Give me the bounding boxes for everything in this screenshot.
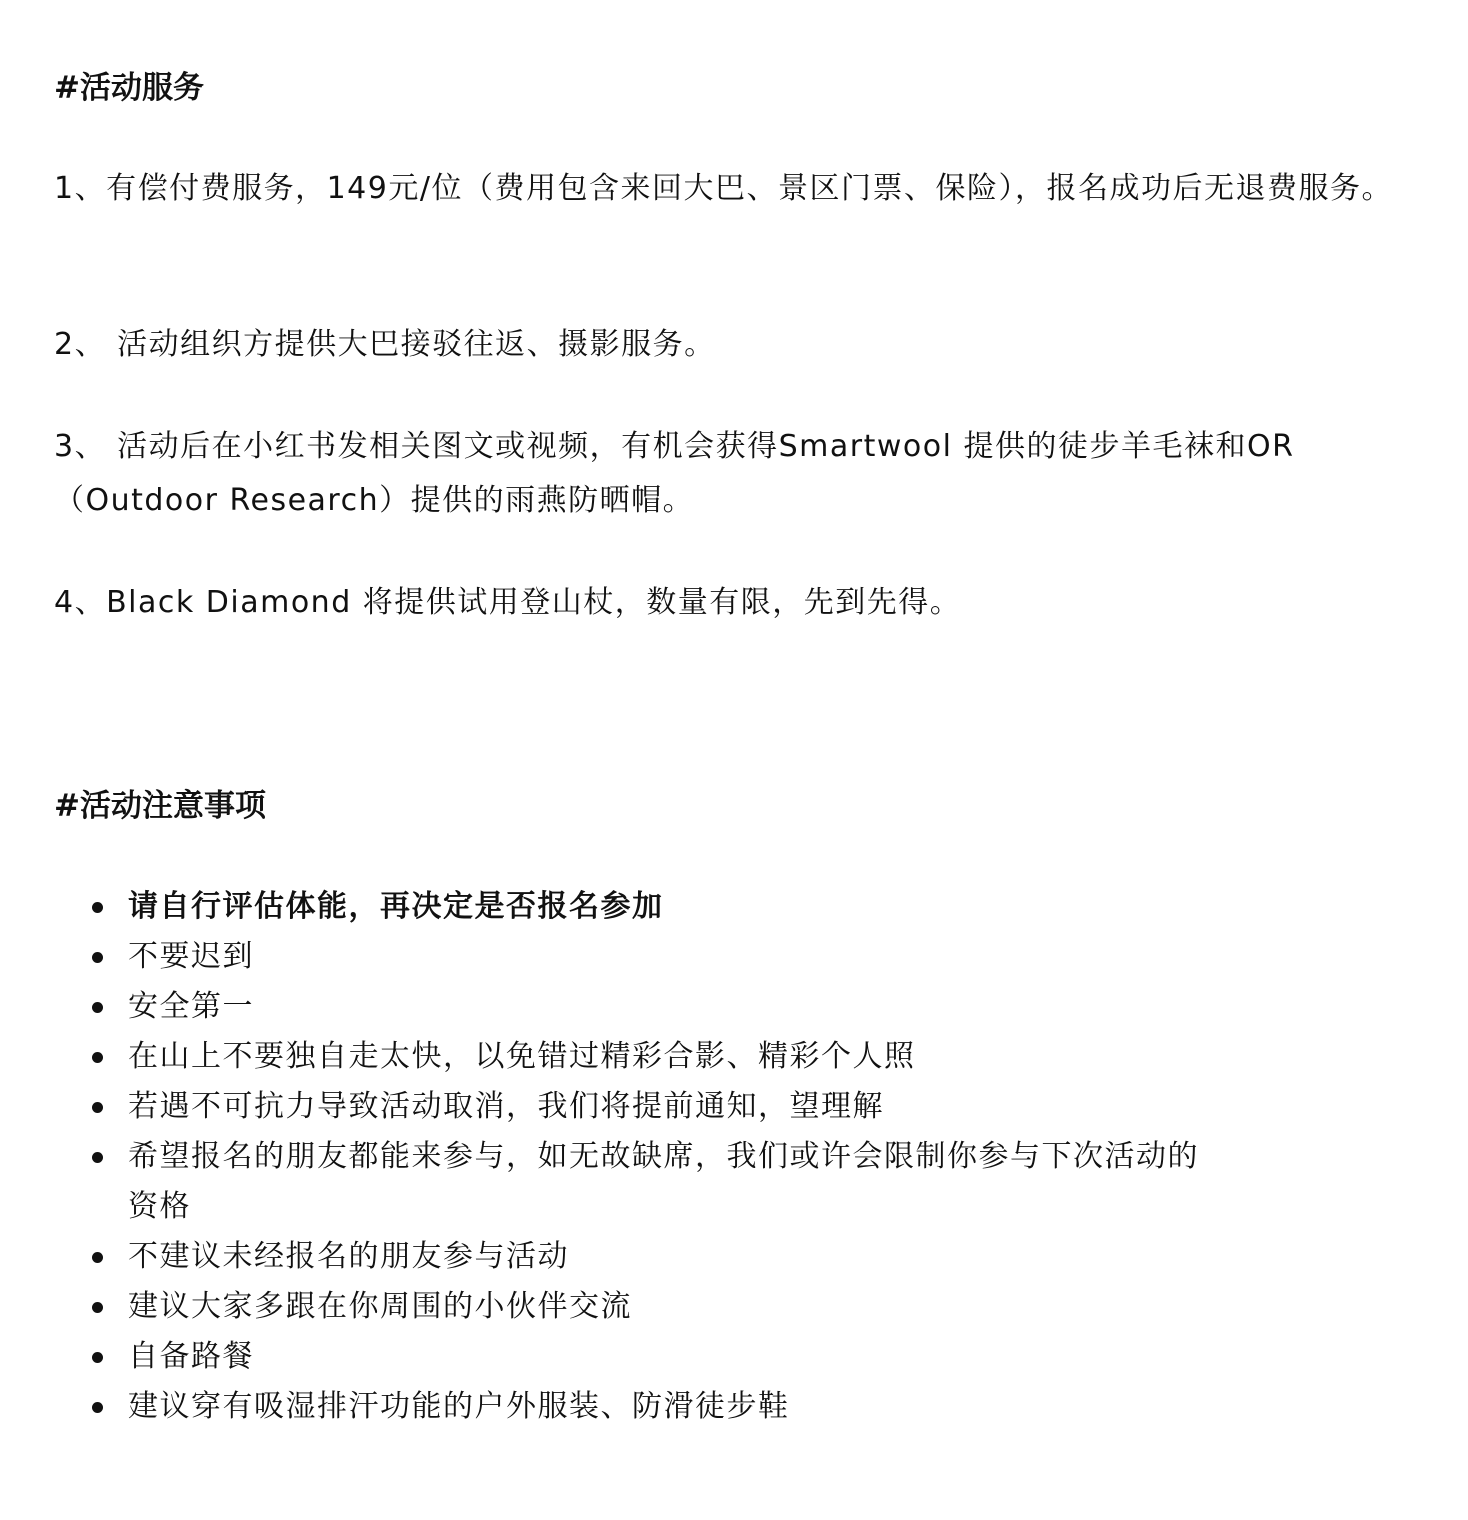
list-item-text: 建议大家多跟在你周围的小伙伴交流 <box>128 1289 632 1324</box>
list-item-text: 自备路餐 <box>128 1339 254 1374</box>
list-item-text: 不建议未经报名的朋友参与活动 <box>128 1239 569 1274</box>
list-item <box>128 1082 1228 1132</box>
list-item <box>128 1032 1228 1082</box>
list-item <box>128 1382 1228 1432</box>
service-section-heading: #活动服务 <box>54 70 204 106</box>
list-item <box>128 1282 1228 1332</box>
service-item-4: 4、Black Diamond 将提供试用登山杖，数量有限，先到先得。 <box>54 585 962 620</box>
bullet-icon <box>92 1152 103 1163</box>
list-item-text: 在山上不要独自走太快，以免错过精彩合影、精彩个人照 <box>128 1039 916 1074</box>
notes-section-heading: #活动注意事项 <box>54 788 266 824</box>
list-item-text: 希望报名的朋友都能来参与，如无故缺席，我们或许会限制你参与下次活动的资格 <box>128 1139 1199 1224</box>
bullet-icon <box>92 1102 103 1113</box>
service-item-1: 1、有偿付费服务，149元/位（费用包含来回大巴、景区门票、保险），报名成功后无退费服务。 <box>54 171 1393 206</box>
service-item-2: 2、 活动组织方提供大巴接驳往返、摄影服务。 <box>54 327 716 362</box>
notes-list <box>128 882 1228 1432</box>
bullet-icon <box>92 1302 103 1313</box>
bullet-icon <box>92 1252 103 1263</box>
list-item <box>128 932 1228 982</box>
list-item-text: 若遇不可抗力导致活动取消，我们将提前通知，望理解 <box>128 1089 884 1124</box>
list-item-text: 不要迟到 <box>128 939 254 974</box>
bullet-icon <box>92 1402 103 1413</box>
list-item <box>128 882 1228 932</box>
list-item <box>128 982 1228 1032</box>
bullet-icon <box>92 952 103 963</box>
list-item-text: 建议穿有吸湿排汗功能的户外服装、防滑徒步鞋 <box>128 1389 790 1424</box>
bullet-icon <box>92 902 103 913</box>
list-item-text: 请自行评估体能，再决定是否报名参加 <box>128 889 664 924</box>
service-item-3: 3、 活动后在小红书发相关图文或视频，有机会获得Smartwool 提供的徒步羊毛袜和OR（Outdoor Research）提供的雨燕防晒帽。 <box>54 429 1295 518</box>
bullet-icon <box>92 1052 103 1063</box>
bullet-icon <box>92 1352 103 1363</box>
list-item <box>128 1332 1228 1382</box>
list-item <box>128 1132 1228 1232</box>
bullet-icon <box>92 1002 103 1013</box>
list-item <box>128 1232 1228 1282</box>
list-item-text: 安全第一 <box>128 989 254 1024</box>
